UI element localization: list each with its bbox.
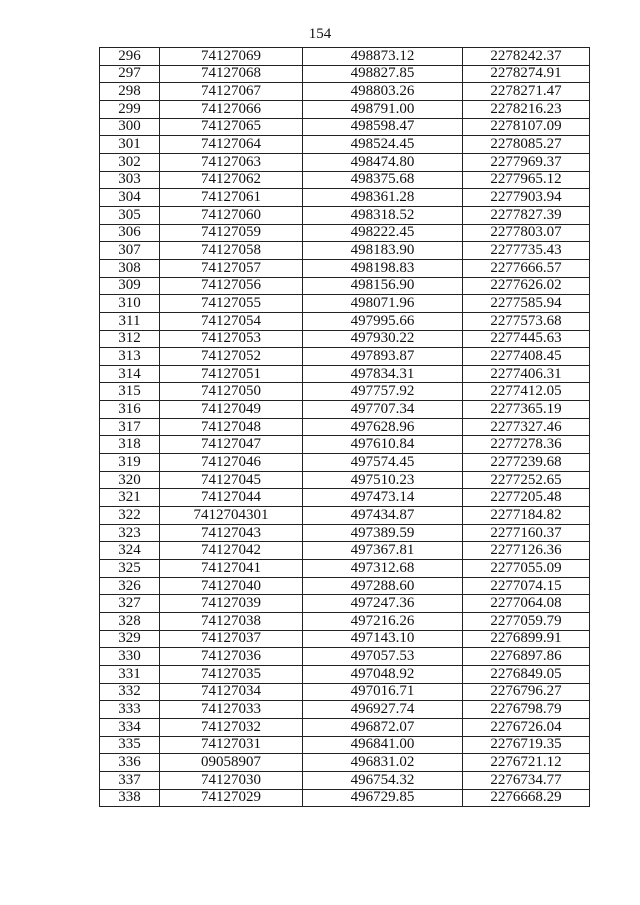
point-number-cell: 309 — [100, 277, 160, 295]
y-coordinate-cell: 2278242.37 — [463, 48, 590, 66]
point-number-cell: 335 — [100, 736, 160, 754]
point-id-cell: 74127048 — [160, 418, 303, 436]
point-id-cell: 74127053 — [160, 330, 303, 348]
point-number-cell: 298 — [100, 83, 160, 101]
x-coordinate-cell: 496754.32 — [303, 771, 463, 789]
y-coordinate-cell: 2277064.08 — [463, 595, 590, 613]
x-coordinate-cell: 497057.53 — [303, 648, 463, 666]
table-row — [100, 189, 590, 207]
y-coordinate-cell: 2277205.48 — [463, 489, 590, 507]
point-number-cell: 319 — [100, 454, 160, 472]
point-id-cell: 09058907 — [160, 754, 303, 772]
point-number-cell: 316 — [100, 401, 160, 419]
x-coordinate-cell: 497473.14 — [303, 489, 463, 507]
table-row — [100, 595, 590, 613]
table-row — [100, 277, 590, 295]
point-id-cell: 74127038 — [160, 613, 303, 631]
point-id-cell: 74127060 — [160, 206, 303, 224]
point-id-cell: 74127054 — [160, 312, 303, 330]
table-row — [100, 401, 590, 419]
point-number-cell: 299 — [100, 100, 160, 118]
y-coordinate-cell: 2278271.47 — [463, 83, 590, 101]
y-coordinate-cell: 2277252.65 — [463, 471, 590, 489]
y-coordinate-cell: 2277735.43 — [463, 242, 590, 260]
point-number-cell: 302 — [100, 153, 160, 171]
table-row — [100, 542, 590, 560]
x-coordinate-cell: 497757.92 — [303, 383, 463, 401]
point-number-cell: 322 — [100, 507, 160, 525]
x-coordinate-cell: 497143.10 — [303, 630, 463, 648]
table-row — [100, 171, 590, 189]
table-row — [100, 524, 590, 542]
table-row — [100, 383, 590, 401]
x-coordinate-cell: 498156.90 — [303, 277, 463, 295]
point-number-cell: 306 — [100, 224, 160, 242]
point-number-cell: 312 — [100, 330, 160, 348]
y-coordinate-cell: 2276726.04 — [463, 718, 590, 736]
point-id-cell: 74127042 — [160, 542, 303, 560]
table-row — [100, 489, 590, 507]
point-id-cell: 74127063 — [160, 153, 303, 171]
y-coordinate-cell: 2277573.68 — [463, 312, 590, 330]
point-id-cell: 74127043 — [160, 524, 303, 542]
x-coordinate-cell: 496872.07 — [303, 718, 463, 736]
x-coordinate-cell: 498198.83 — [303, 259, 463, 277]
x-coordinate-cell: 497574.45 — [303, 454, 463, 472]
y-coordinate-cell: 2277327.46 — [463, 418, 590, 436]
table-row — [100, 471, 590, 489]
x-coordinate-cell: 497930.22 — [303, 330, 463, 348]
point-id-cell: 74127046 — [160, 454, 303, 472]
y-coordinate-cell: 2277445.63 — [463, 330, 590, 348]
table-row — [100, 206, 590, 224]
point-number-cell: 328 — [100, 613, 160, 631]
point-id-cell: 74127047 — [160, 436, 303, 454]
y-coordinate-cell: 2276798.79 — [463, 701, 590, 719]
table-row — [100, 259, 590, 277]
point-id-cell: 74127044 — [160, 489, 303, 507]
point-id-cell: 74127041 — [160, 560, 303, 578]
table-row — [100, 312, 590, 330]
table-row — [100, 365, 590, 383]
point-id-cell: 74127050 — [160, 383, 303, 401]
y-coordinate-cell: 2276721.12 — [463, 754, 590, 772]
point-id-cell: 74127052 — [160, 348, 303, 366]
point-number-cell: 311 — [100, 312, 160, 330]
point-id-cell: 74127056 — [160, 277, 303, 295]
point-number-cell: 336 — [100, 754, 160, 772]
x-coordinate-cell: 497048.92 — [303, 665, 463, 683]
x-coordinate-cell: 497288.60 — [303, 577, 463, 595]
y-coordinate-cell: 2276897.86 — [463, 648, 590, 666]
y-coordinate-cell: 2277965.12 — [463, 171, 590, 189]
point-number-cell: 297 — [100, 65, 160, 83]
y-coordinate-cell: 2277626.02 — [463, 277, 590, 295]
x-coordinate-cell: 497016.71 — [303, 683, 463, 701]
point-id-cell: 74127030 — [160, 771, 303, 789]
y-coordinate-cell: 2277074.15 — [463, 577, 590, 595]
x-coordinate-cell: 497893.87 — [303, 348, 463, 366]
table-row — [100, 83, 590, 101]
table-row — [100, 507, 590, 525]
x-coordinate-cell: 498791.00 — [303, 100, 463, 118]
y-coordinate-cell: 2277365.19 — [463, 401, 590, 419]
point-id-cell: 74127059 — [160, 224, 303, 242]
point-id-cell: 74127057 — [160, 259, 303, 277]
x-coordinate-cell: 498803.26 — [303, 83, 463, 101]
point-id-cell: 74127067 — [160, 83, 303, 101]
x-coordinate-cell: 498318.52 — [303, 206, 463, 224]
point-id-cell: 7412704301 — [160, 507, 303, 525]
x-coordinate-cell: 497510.23 — [303, 471, 463, 489]
x-coordinate-cell: 497610.84 — [303, 436, 463, 454]
point-id-cell: 74127066 — [160, 100, 303, 118]
y-coordinate-cell: 2277827.39 — [463, 206, 590, 224]
table-row — [100, 754, 590, 772]
point-id-cell: 74127055 — [160, 295, 303, 313]
point-number-cell: 301 — [100, 136, 160, 154]
point-id-cell: 74127049 — [160, 401, 303, 419]
y-coordinate-cell: 2277666.57 — [463, 259, 590, 277]
point-id-cell: 74127061 — [160, 189, 303, 207]
x-coordinate-cell: 497247.36 — [303, 595, 463, 613]
y-coordinate-cell: 2277903.94 — [463, 189, 590, 207]
point-id-cell: 74127065 — [160, 118, 303, 136]
point-number-cell: 333 — [100, 701, 160, 719]
x-coordinate-cell: 498071.96 — [303, 295, 463, 313]
point-id-cell: 74127045 — [160, 471, 303, 489]
table-row — [100, 118, 590, 136]
table-row — [100, 295, 590, 313]
x-coordinate-cell: 497707.34 — [303, 401, 463, 419]
y-coordinate-cell: 2277059.79 — [463, 613, 590, 631]
x-coordinate-cell: 497312.68 — [303, 560, 463, 578]
point-id-cell: 74127037 — [160, 630, 303, 648]
y-coordinate-cell: 2276849.05 — [463, 665, 590, 683]
table-row — [100, 65, 590, 83]
point-id-cell: 74127068 — [160, 65, 303, 83]
x-coordinate-cell: 497367.81 — [303, 542, 463, 560]
point-id-cell: 74127032 — [160, 718, 303, 736]
table-row — [100, 48, 590, 66]
point-id-cell: 74127069 — [160, 48, 303, 66]
x-coordinate-cell: 498361.28 — [303, 189, 463, 207]
table-row — [100, 224, 590, 242]
point-number-cell: 330 — [100, 648, 160, 666]
x-coordinate-cell: 497389.59 — [303, 524, 463, 542]
table-row — [100, 718, 590, 736]
table-row — [100, 153, 590, 171]
point-id-cell: 74127040 — [160, 577, 303, 595]
point-number-cell: 305 — [100, 206, 160, 224]
point-number-cell: 304 — [100, 189, 160, 207]
x-coordinate-cell: 498598.47 — [303, 118, 463, 136]
y-coordinate-cell: 2277803.07 — [463, 224, 590, 242]
point-id-cell: 74127035 — [160, 665, 303, 683]
y-coordinate-cell: 2277278.36 — [463, 436, 590, 454]
point-number-cell: 320 — [100, 471, 160, 489]
point-number-cell: 296 — [100, 48, 160, 66]
point-number-cell: 337 — [100, 771, 160, 789]
page-number: 154 — [308, 26, 332, 42]
point-number-cell: 315 — [100, 383, 160, 401]
x-coordinate-cell: 498375.68 — [303, 171, 463, 189]
table-row — [100, 454, 590, 472]
point-id-cell: 74127058 — [160, 242, 303, 260]
y-coordinate-cell: 2277969.37 — [463, 153, 590, 171]
table-row — [100, 577, 590, 595]
x-coordinate-cell: 497995.66 — [303, 312, 463, 330]
table-row — [100, 613, 590, 631]
y-coordinate-cell: 2278274.91 — [463, 65, 590, 83]
x-coordinate-cell: 496841.00 — [303, 736, 463, 754]
point-id-cell: 74127064 — [160, 136, 303, 154]
point-number-cell: 313 — [100, 348, 160, 366]
table-row — [100, 348, 590, 366]
table-row — [100, 242, 590, 260]
table-row — [100, 436, 590, 454]
y-coordinate-cell: 2278085.27 — [463, 136, 590, 154]
point-number-cell: 314 — [100, 365, 160, 383]
point-id-cell: 74127039 — [160, 595, 303, 613]
point-id-cell: 74127031 — [160, 736, 303, 754]
point-id-cell: 74127034 — [160, 683, 303, 701]
y-coordinate-cell: 2277408.45 — [463, 348, 590, 366]
point-number-cell: 308 — [100, 259, 160, 277]
y-coordinate-cell: 2277406.31 — [463, 365, 590, 383]
table-row — [100, 418, 590, 436]
point-number-cell: 329 — [100, 630, 160, 648]
table-row — [100, 100, 590, 118]
x-coordinate-cell: 496927.74 — [303, 701, 463, 719]
point-id-cell: 74127036 — [160, 648, 303, 666]
coordinates-table — [99, 47, 590, 807]
point-id-cell: 74127051 — [160, 365, 303, 383]
point-number-cell: 323 — [100, 524, 160, 542]
table-row — [100, 648, 590, 666]
y-coordinate-cell: 2278216.23 — [463, 100, 590, 118]
point-number-cell: 321 — [100, 489, 160, 507]
y-coordinate-cell: 2277160.37 — [463, 524, 590, 542]
y-coordinate-cell: 2276668.29 — [463, 789, 590, 807]
x-coordinate-cell: 496831.02 — [303, 754, 463, 772]
point-number-cell: 318 — [100, 436, 160, 454]
table-row — [100, 771, 590, 789]
point-id-cell: 74127033 — [160, 701, 303, 719]
y-coordinate-cell: 2278107.09 — [463, 118, 590, 136]
y-coordinate-cell: 2277184.82 — [463, 507, 590, 525]
point-id-cell: 74127029 — [160, 789, 303, 807]
table-row — [100, 560, 590, 578]
x-coordinate-cell: 497834.31 — [303, 365, 463, 383]
y-coordinate-cell: 2276719.35 — [463, 736, 590, 754]
point-number-cell: 300 — [100, 118, 160, 136]
x-coordinate-cell: 498183.90 — [303, 242, 463, 260]
point-number-cell: 317 — [100, 418, 160, 436]
y-coordinate-cell: 2277412.05 — [463, 383, 590, 401]
point-number-cell: 332 — [100, 683, 160, 701]
x-coordinate-cell: 498222.45 — [303, 224, 463, 242]
y-coordinate-cell: 2277585.94 — [463, 295, 590, 313]
x-coordinate-cell: 497628.96 — [303, 418, 463, 436]
table-row — [100, 136, 590, 154]
y-coordinate-cell: 2276796.27 — [463, 683, 590, 701]
table-row — [100, 330, 590, 348]
table-row — [100, 701, 590, 719]
x-coordinate-cell: 496729.85 — [303, 789, 463, 807]
x-coordinate-cell: 498524.45 — [303, 136, 463, 154]
x-coordinate-cell: 497434.87 — [303, 507, 463, 525]
point-number-cell: 324 — [100, 542, 160, 560]
y-coordinate-cell: 2276899.91 — [463, 630, 590, 648]
y-coordinate-cell: 2277055.09 — [463, 560, 590, 578]
point-number-cell: 325 — [100, 560, 160, 578]
point-number-cell: 310 — [100, 295, 160, 313]
table-row — [100, 789, 590, 807]
y-coordinate-cell: 2276734.77 — [463, 771, 590, 789]
point-number-cell: 338 — [100, 789, 160, 807]
table-row — [100, 630, 590, 648]
point-number-cell: 327 — [100, 595, 160, 613]
point-number-cell: 331 — [100, 665, 160, 683]
x-coordinate-cell: 497216.26 — [303, 613, 463, 631]
y-coordinate-cell: 2277126.36 — [463, 542, 590, 560]
point-number-cell: 334 — [100, 718, 160, 736]
x-coordinate-cell: 498827.85 — [303, 65, 463, 83]
table-row — [100, 665, 590, 683]
x-coordinate-cell: 498474.80 — [303, 153, 463, 171]
point-number-cell: 303 — [100, 171, 160, 189]
table-row — [100, 736, 590, 754]
table-row — [100, 683, 590, 701]
point-number-cell: 307 — [100, 242, 160, 260]
point-number-cell: 326 — [100, 577, 160, 595]
x-coordinate-cell: 498873.12 — [303, 48, 463, 66]
y-coordinate-cell: 2277239.68 — [463, 454, 590, 472]
coordinates-table-body — [100, 48, 590, 807]
point-id-cell: 74127062 — [160, 171, 303, 189]
